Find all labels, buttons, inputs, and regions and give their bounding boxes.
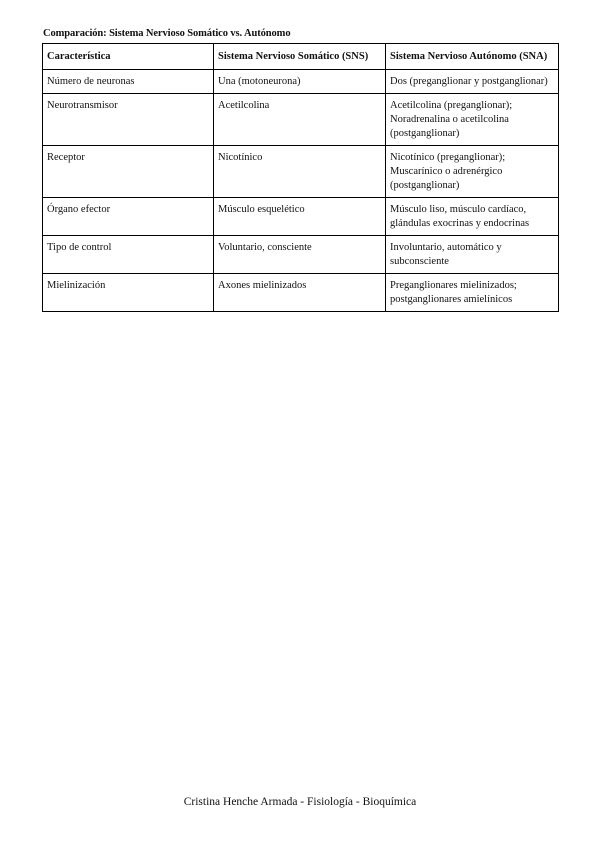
header-autonomic: Sistema Nervioso Autónomo (SNA) [386, 44, 559, 70]
page-title: Comparación: Sistema Nervioso Somático vs. Autónomo [43, 28, 291, 39]
autonomic-cell: Preganglionares mielinizados; postganglionares amielínicos [386, 274, 559, 312]
table-row [43, 70, 559, 94]
comparison-table [42, 43, 559, 312]
table-row [43, 146, 559, 198]
row-label: Mielinización [43, 274, 214, 312]
autonomic-cell: Involuntario, automático y subconsciente [386, 236, 559, 274]
row-label: Órgano efector [43, 198, 214, 236]
table-header-row [43, 44, 559, 70]
row-label: Receptor [43, 146, 214, 198]
header-somatic: Sistema Nervioso Somático (SNS) [214, 44, 386, 70]
table-row [43, 274, 559, 312]
table-row [43, 198, 559, 236]
autonomic-cell: Nicotínico (preganglionar); Muscarínico o adrenérgico (postganglionar) [386, 146, 559, 198]
row-label: Tipo de control [43, 236, 214, 274]
somatic-cell: Voluntario, consciente [214, 236, 386, 274]
somatic-cell: Músculo esquelético [214, 198, 386, 236]
somatic-cell: Axones mielinizados [214, 274, 386, 312]
header-characteristic: Característica [43, 44, 214, 70]
row-label: Número de neuronas [43, 70, 214, 94]
page-footer: Cristina Henche Armada - Fisiología - Bioquímica [183, 796, 417, 808]
table-row [43, 94, 559, 146]
somatic-cell: Una (motoneurona) [214, 70, 386, 94]
table-row [43, 236, 559, 274]
autonomic-cell: Músculo liso, músculo cardíaco, glándulas exocrinas y endocrinas [386, 198, 559, 236]
somatic-cell: Acetilcolina [214, 94, 386, 146]
autonomic-cell: Acetilcolina (preganglionar); Noradrenalina o acetilcolina (postganglionar) [386, 94, 559, 146]
somatic-cell: Nicotínico [214, 146, 386, 198]
autonomic-cell: Dos (preganglionar y postganglionar) [386, 70, 559, 94]
row-label: Neurotransmisor [43, 94, 214, 146]
